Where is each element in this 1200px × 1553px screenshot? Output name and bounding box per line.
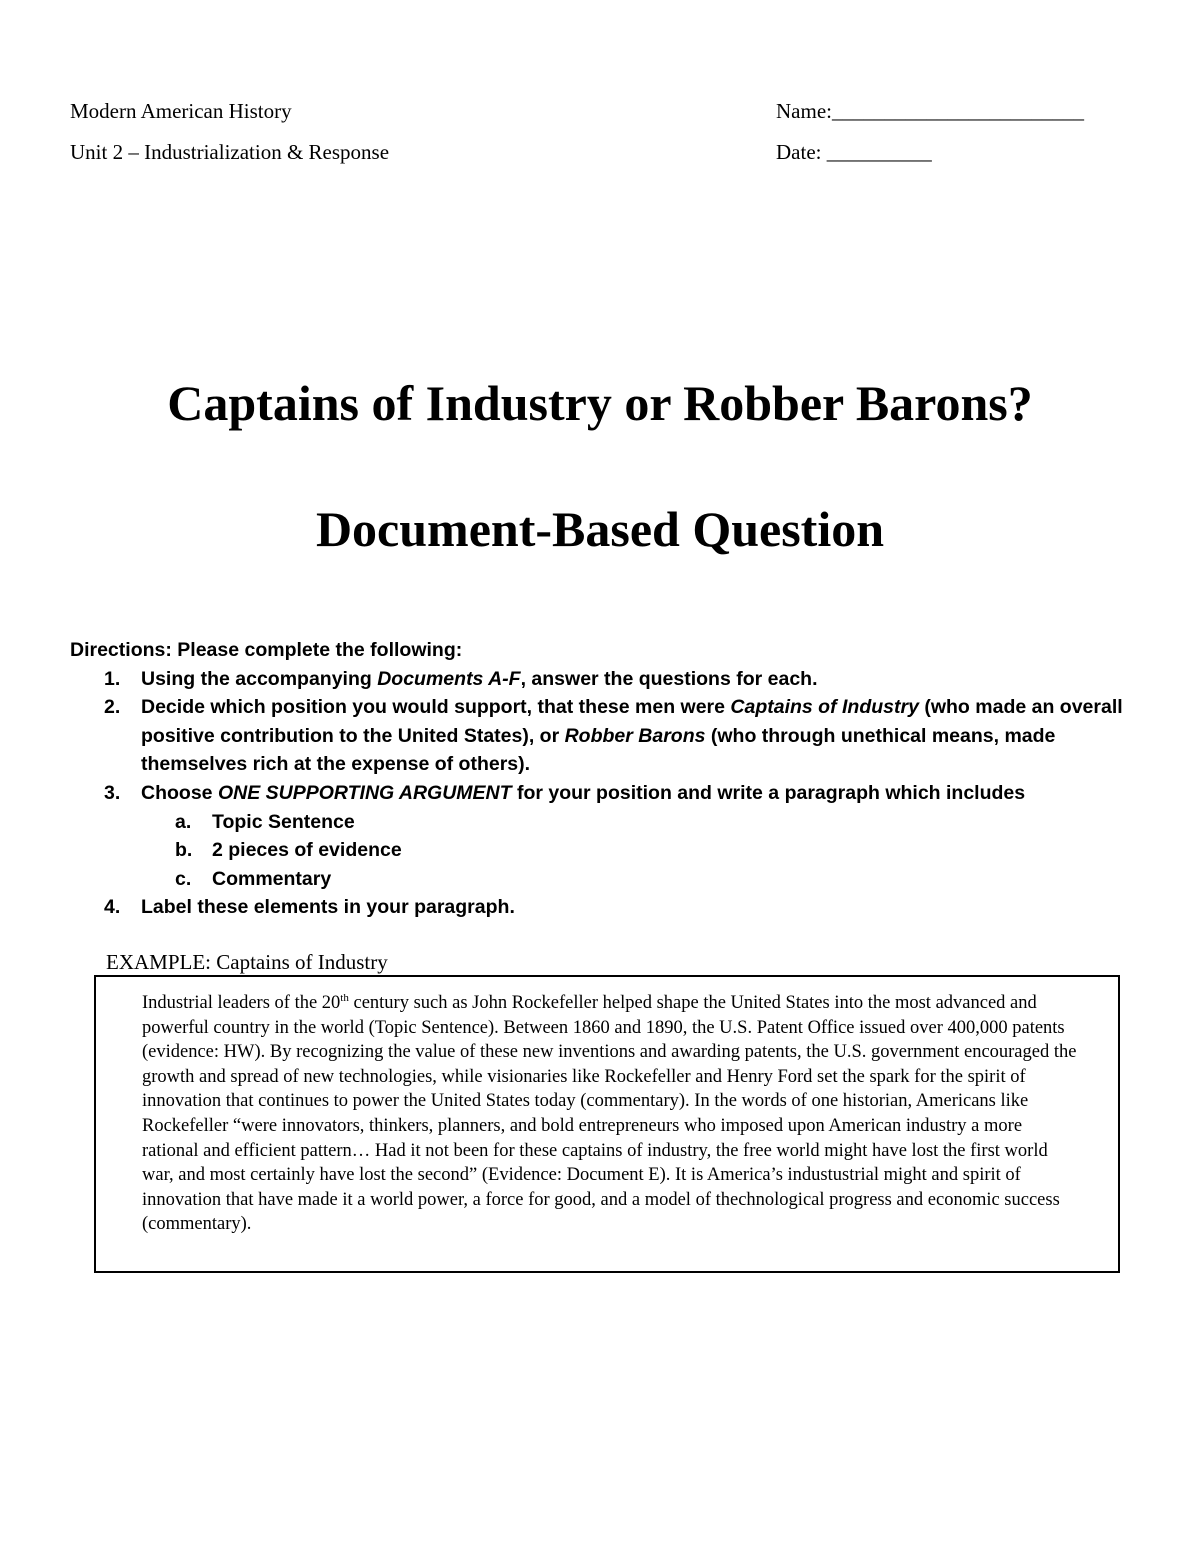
name-label: Name: <box>776 99 832 123</box>
step-number: 2. <box>104 696 121 719</box>
example-label: EXAMPLE: Captains of Industry <box>106 950 388 974</box>
step-3-sublist <box>141 808 1150 894</box>
step-number: 4. <box>104 896 121 919</box>
directions-list <box>70 665 1150 922</box>
sub-title: Document-Based Question <box>315 501 885 557</box>
directions-section <box>70 636 1150 922</box>
step-number: 3. <box>104 781 121 804</box>
name-line <box>776 99 1084 123</box>
directions-heading: Directions: Please complete the following: <box>70 639 463 661</box>
name-blank: ________________________ <box>831 99 1084 123</box>
step-3: 3. Choose ONE SUPPORTING ARGUMENT for your position and write a paragraph which includes a. Topic Sentence b. 2 pieces of evidence c. Commentary <box>70 779 1150 893</box>
date-blank: __________ <box>826 140 932 164</box>
example-box <box>94 975 1120 1273</box>
example-paragraph: Industrial leaders of the 20th century such as John Rockefeller helped shape the United States into the most advanced and powerful country in the world (Topic Sentence). Between 1860 and 1890, the U.S. Patent Office issued over 400,000 patents (evidence: HW). By recognizing the value of these new inventions and awarding patents, the U.S. government encouraged the growth and spread of new technologies, while visionaries like Rockefeller and Henry Ford set the spark for the spirit of innovation that continues to power the United States today (commentary). In the words of one historian, Americans like Rockefeller “were innovators, thinkers, planners, and bold entrepreneurs who imposed upon American industry a more rational and efficient pattern… Had it not been for these captains of industry, the free world might have lost the first world war, and most certainly have lost the second” (Evidence: Document E). It is America’s industustrial might and spirit of innovation that have made it a world power, a force for good, and a model of thechnological progress and economic success (commentary). <box>142 991 1077 1235</box>
sub-item: a. Topic Sentence <box>175 810 355 833</box>
date-line <box>776 140 932 164</box>
unit-title: Unit 2 – Industrialization & Response <box>70 140 390 164</box>
step-number: 1. <box>104 667 121 690</box>
step-2: 2. Decide which position you would support, that these men were Captains of Industry (who made an overall positive contribution to the United States), or Robber Barons (who through unethical means, made themselves rich at the expense of others). <box>70 693 1150 779</box>
step-1: 1. Using the accompanying Documents A-F, answer the questions for each. <box>70 665 1150 694</box>
step-4: 4. Label these elements in your paragraph. <box>70 893 1150 922</box>
course-title: Modern American History <box>70 99 292 123</box>
date-label: Date: <box>776 140 827 164</box>
sub-item: b. 2 pieces of evidence <box>175 839 402 862</box>
main-title: Captains of Industry or Robber Barons? <box>167 375 1033 431</box>
sub-item: c. Commentary <box>175 867 332 890</box>
